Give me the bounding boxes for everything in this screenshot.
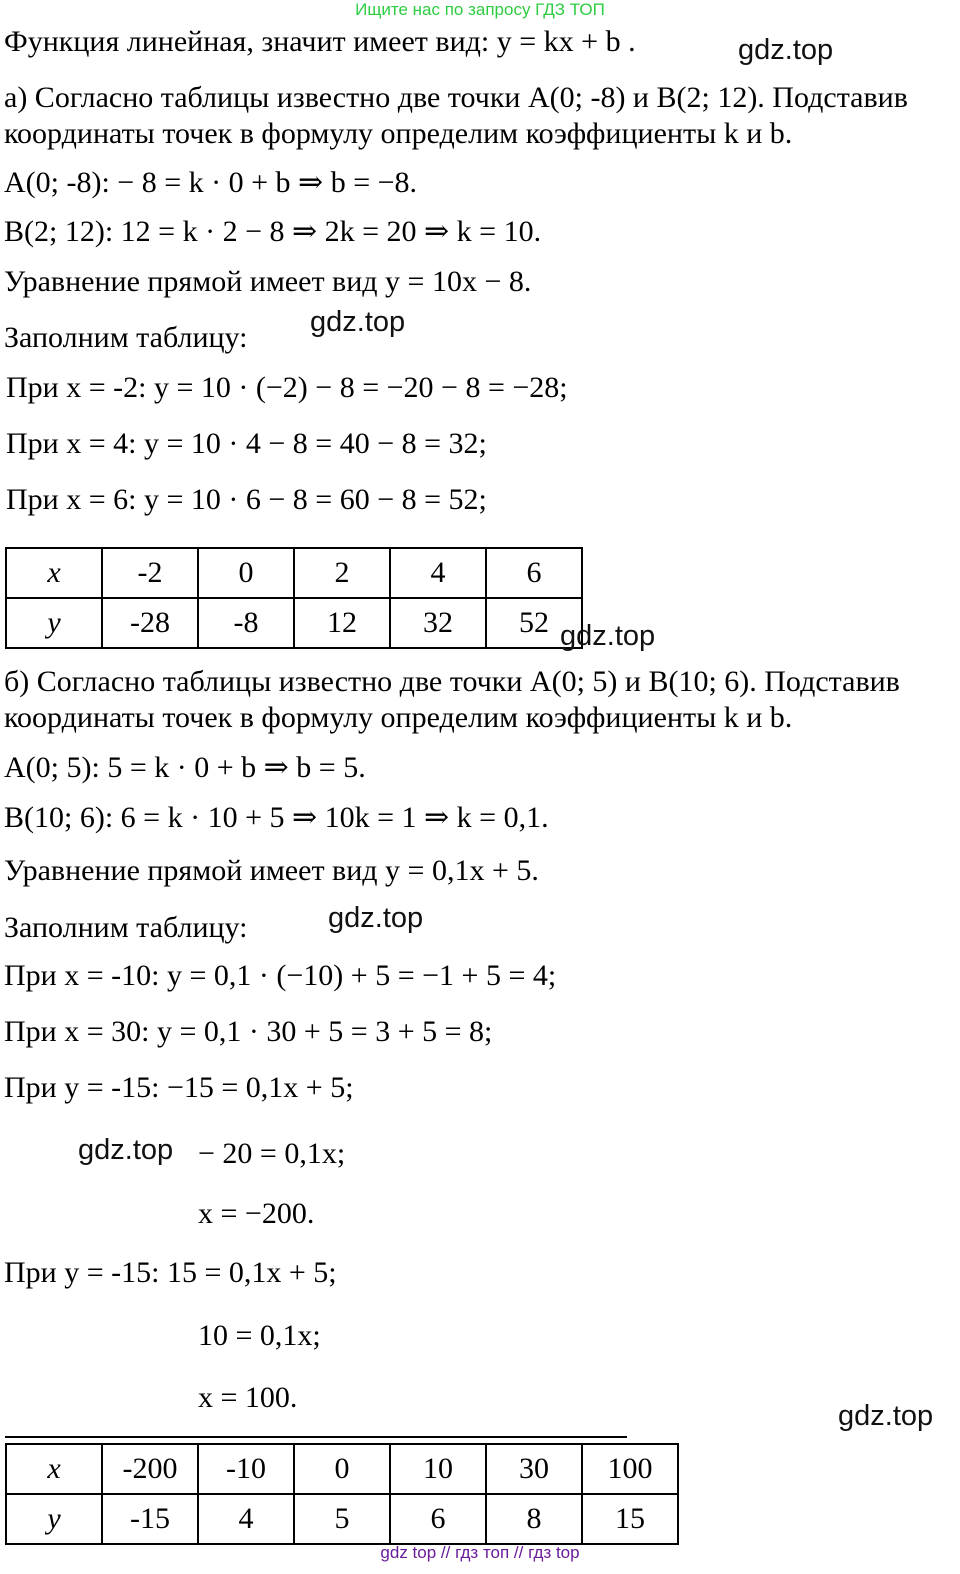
table-cell: 52 bbox=[486, 598, 582, 648]
table-row-label: x bbox=[6, 548, 102, 598]
part-b-calc-5: x = −200. bbox=[198, 1197, 315, 1230]
part-a-calc-3: При x = 6: y = 10 · 6 − 8 = 60 − 8 = 52; bbox=[6, 483, 487, 516]
table-cell: 4 bbox=[198, 1494, 294, 1544]
table-cell: -10 bbox=[198, 1444, 294, 1494]
table-row-label: y bbox=[6, 1494, 102, 1544]
part-b-statement-line1: б) Согласно таблицы известно две точки A(0; 5) и B(10; 6). Подставив bbox=[4, 665, 900, 698]
part-a-statement-line1: а) Согласно таблицы известно две точки A(0; -8) и B(2; 12). Подставив bbox=[4, 81, 908, 114]
table-cell: -8 bbox=[198, 598, 294, 648]
part-a-calc-2: При x = 4: y = 10 · 4 − 8 = 40 − 8 = 32; bbox=[6, 427, 487, 460]
part-b-values-table bbox=[5, 1443, 679, 1545]
divider bbox=[5, 1436, 627, 1438]
table-cell: 15 bbox=[582, 1494, 678, 1544]
watermark: gdz.top bbox=[328, 902, 424, 934]
watermark: gdz.top bbox=[838, 1400, 934, 1432]
table-cell: 32 bbox=[390, 598, 486, 648]
table-row-label: y bbox=[6, 598, 102, 648]
part-b-calc-1: При x = -10: y = 0,1 · (−10) + 5 = −1 + 5 = 4; bbox=[4, 959, 557, 992]
part-b-fill-table-label: Заполним таблицу: bbox=[4, 911, 248, 944]
table-cell: 4 bbox=[390, 548, 486, 598]
part-b-calc-8: x = 100. bbox=[198, 1381, 298, 1414]
table-cell: 0 bbox=[294, 1444, 390, 1494]
table-cell: 10 bbox=[390, 1444, 486, 1494]
intro-text: Функция линейная, значит имеет вид: y = kx + b . bbox=[4, 25, 636, 58]
watermark: gdz.top bbox=[738, 34, 834, 66]
part-a-point-a-equation: A(0; -8): − 8 = k · 0 + b ⇒ b = −8. bbox=[4, 166, 418, 199]
table-cell: 5 bbox=[294, 1494, 390, 1544]
table-row bbox=[6, 598, 582, 648]
table-cell: 12 bbox=[294, 598, 390, 648]
table-cell: 0 bbox=[198, 548, 294, 598]
part-b-calc-7: 10 = 0,1x; bbox=[198, 1319, 321, 1352]
footer-watermark: gdz top // гдз топ // гдз top bbox=[380, 1543, 580, 1562]
part-a-point-b-equation: B(2; 12): 12 = k · 2 − 8 ⇒ 2k = 20 ⇒ k = 10. bbox=[4, 215, 542, 248]
part-a-line-equation: Уравнение прямой имеет вид y = 10x − 8. bbox=[4, 265, 532, 298]
watermark: gdz.top bbox=[560, 620, 656, 652]
part-b-point-a-equation: A(0; 5): 5 = k · 0 + b ⇒ b = 5. bbox=[4, 751, 366, 784]
part-b-calc-3: При y = -15: −15 = 0,1x + 5; bbox=[4, 1071, 354, 1104]
table-cell: -28 bbox=[102, 598, 198, 648]
part-a-values-table bbox=[5, 547, 583, 649]
table-cell: -200 bbox=[102, 1444, 198, 1494]
part-a-fill-table-label: Заполним таблицу: bbox=[4, 321, 248, 354]
table-row bbox=[6, 1494, 678, 1544]
table-row bbox=[6, 1444, 678, 1494]
part-b-point-b-equation: B(10; 6): 6 = k · 10 + 5 ⇒ 10k = 1 ⇒ k = 0,1. bbox=[4, 801, 549, 834]
table-cell: 2 bbox=[294, 548, 390, 598]
top-banner: Ищите нас по запросу ГДЗ ТОП bbox=[355, 0, 605, 19]
part-b-statement-line2: координаты точек в формулу определим коэффициенты k и b. bbox=[4, 701, 793, 734]
table-cell: 30 bbox=[486, 1444, 582, 1494]
table-cell: -15 bbox=[102, 1494, 198, 1544]
table-row-label: x bbox=[6, 1444, 102, 1494]
part-a-calc-1: При x = -2: y = 10 · (−2) − 8 = −20 − 8 = −28; bbox=[6, 371, 568, 404]
part-b-line-equation: Уравнение прямой имеет вид y = 0,1x + 5. bbox=[4, 854, 539, 887]
part-b-calc-4: − 20 = 0,1x; bbox=[198, 1137, 346, 1170]
part-b-calc-6: При y = -15: 15 = 0,1x + 5; bbox=[4, 1256, 337, 1289]
table-cell: 6 bbox=[390, 1494, 486, 1544]
table-row bbox=[6, 548, 582, 598]
table-cell: 100 bbox=[582, 1444, 678, 1494]
part-a-statement-line2: координаты точек в формулу определим коэффициенты k и b. bbox=[4, 117, 793, 150]
part-b-calc-2: При x = 30: y = 0,1 · 30 + 5 = 3 + 5 = 8; bbox=[4, 1015, 493, 1048]
table-cell: 6 bbox=[486, 548, 582, 598]
table-cell: -2 bbox=[102, 548, 198, 598]
table-cell: 8 bbox=[486, 1494, 582, 1544]
watermark: gdz.top bbox=[310, 306, 406, 338]
watermark: gdz.top bbox=[78, 1134, 174, 1166]
